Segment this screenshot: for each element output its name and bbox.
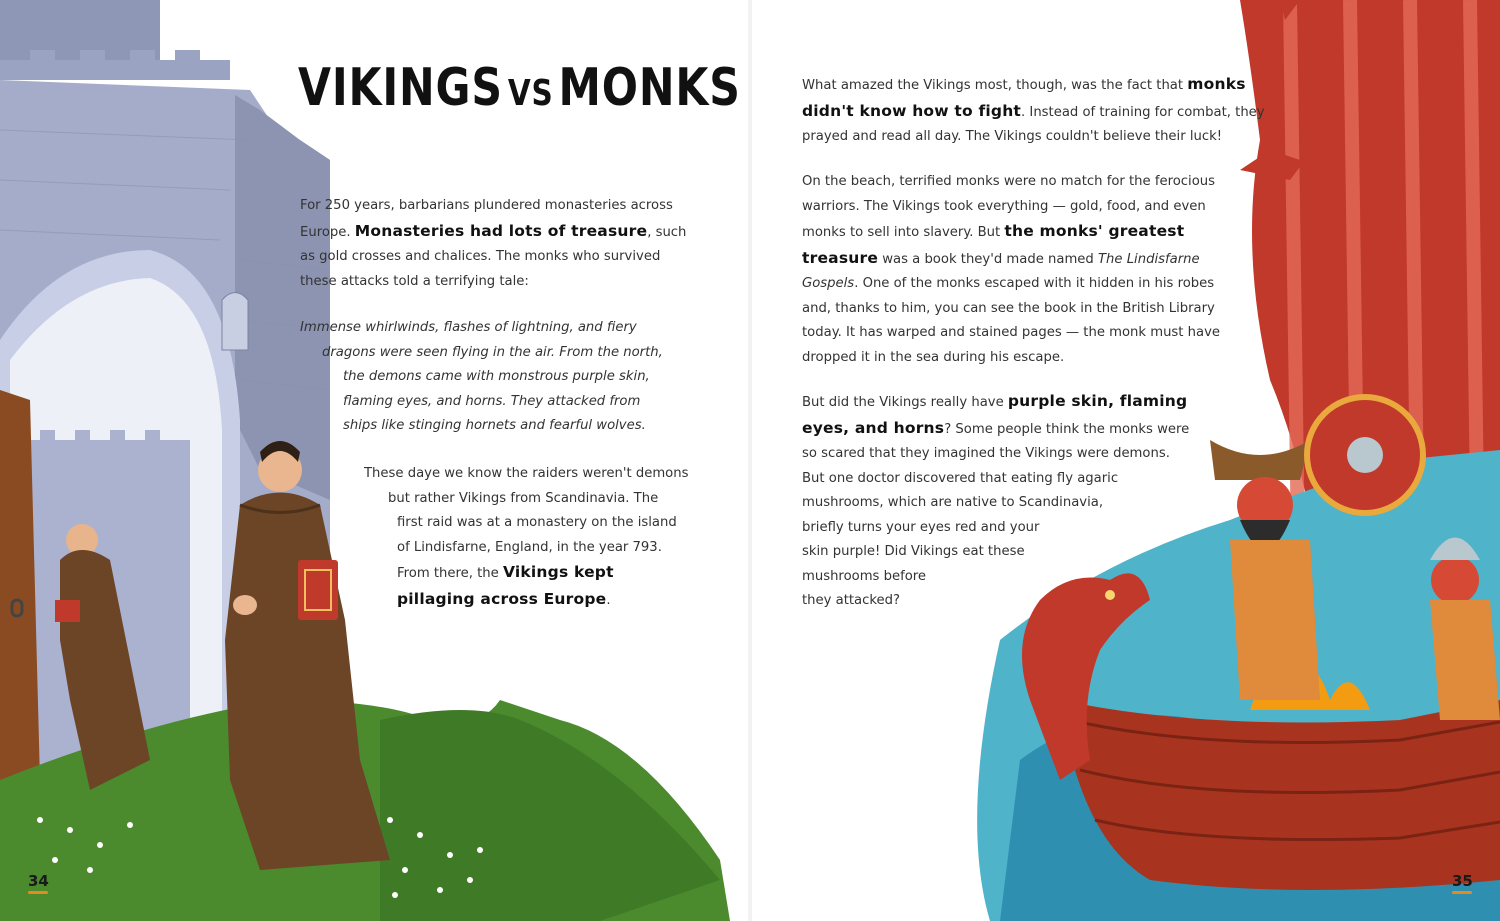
text-line: warriors. The Vikings took everything — gold, food, and even — [802, 198, 1206, 214]
bold-text: Monasteries had lots of treasure — [354, 221, 648, 240]
text-run: Europe. — [300, 224, 355, 240]
text-line: mushrooms, which are native to Scandinavia, — [802, 495, 1104, 510]
quote-line: flaming eyes, and horns. They attacked from — [343, 393, 641, 409]
title-part-2: MONKS — [558, 58, 741, 118]
bold-text: purple skin, flaming — [1007, 392, 1188, 410]
quote-block — [300, 316, 663, 439]
text-line — [397, 587, 688, 614]
quote-line: Immense whirlwinds, flashes of lightning, and fiery — [300, 320, 637, 335]
bold-text: Vikings kept — [502, 563, 614, 581]
title-part-1: VIKINGS — [298, 58, 503, 118]
page-number-left — [28, 872, 49, 894]
bold-text: the monks' greatest — [1004, 222, 1185, 240]
text-line: so scared that they imagined the Vikings were demons. — [802, 446, 1170, 461]
bold-text: monks — [1187, 75, 1246, 93]
bold-text: eyes, and horns — [802, 418, 945, 437]
page-number-right — [1452, 872, 1473, 894]
title-vs: VS — [507, 73, 554, 114]
text-line: For 250 years, barbarians plundered monasteries across — [300, 198, 673, 213]
text-line — [802, 272, 1220, 297]
page-title — [298, 58, 741, 118]
text-run: But did the Vikings really have — [802, 395, 1008, 410]
text-line: as gold crosses and chalices. The monks who survived — [300, 249, 661, 264]
text-line: but rather Vikings from Scandinavia. The — [388, 490, 659, 506]
text-line — [802, 72, 1265, 99]
text-line — [397, 560, 688, 587]
text-line: mushrooms before — [802, 568, 927, 584]
text-line: they attacked? — [802, 593, 901, 608]
text-line: today. It has warped and stained pages — the monk must have — [802, 325, 1221, 340]
text-run: ? Some people think the monks were — [944, 421, 1190, 437]
text-run: was a book they'd made named — [878, 251, 1098, 267]
left-paragraph-1 — [300, 194, 686, 294]
text-run: What amazed the Vikings most, though, was the fact that — [802, 78, 1188, 93]
text-line — [802, 219, 1220, 246]
text-run: . — [606, 592, 611, 608]
text-run: . Instead of training for combat, they — [1021, 104, 1265, 120]
text-line: and, thanks to him, you can see the book in the British Library — [802, 300, 1215, 316]
bold-text: treasure — [802, 248, 879, 267]
quote-line: the demons came with monstrous purple skin, — [343, 369, 650, 384]
right-paragraph-2 — [802, 170, 1220, 370]
text-line — [300, 219, 686, 246]
text-run: . One of the monks escaped with it hidden in his robes — [854, 276, 1215, 291]
italic-text: Gospels — [802, 276, 855, 291]
bold-text: pillaging across Europe — [397, 589, 607, 608]
text-run: monks to sell into slavery. But — [802, 225, 1005, 240]
quote-line: ships like stinging hornets and fearful wolves. — [343, 418, 646, 433]
text-line: first raid was at a monastery on the island — [397, 515, 677, 530]
text-line: dropped it in the sea during his escape. — [802, 349, 1065, 365]
page-number-underline — [28, 891, 48, 894]
text-line: On the beach, terrified monks were no match for the ferocious — [802, 174, 1216, 189]
page-number-underline — [1452, 891, 1472, 894]
right-paragraph-1 — [802, 72, 1265, 150]
text-line: briefly turns your eyes red and your — [802, 519, 1040, 535]
text-run: From there, the — [397, 566, 503, 581]
text-line: These daye we know the raiders weren't demons — [364, 466, 689, 481]
text-line: these attacks told a terrifying tale: — [300, 273, 529, 289]
page-number-text: 34 — [28, 872, 49, 890]
left-paragraph-2 — [364, 462, 688, 613]
text-line: prayed and read all day. The Vikings couldn't believe their luck! — [802, 129, 1223, 144]
bold-text: didn't know how to fight — [802, 101, 1022, 120]
right-paragraph-3 — [802, 389, 1189, 614]
page-number-text: 35 — [1452, 872, 1473, 890]
text-line: But one doctor discovered that eating fly agaric — [802, 470, 1119, 486]
text-line: of Lindisfarne, England, in the year 793. — [397, 539, 662, 555]
text-line — [802, 389, 1189, 416]
text-line — [802, 416, 1189, 443]
quote-line: dragons were seen flying in the air. From the north, — [322, 344, 663, 360]
text-line: skin purple! Did Vikings eat these — [802, 544, 1025, 559]
text-line — [802, 246, 1220, 273]
italic-text: The Lindisfarne — [1097, 251, 1200, 267]
text-run: , such — [647, 224, 687, 240]
text-line — [802, 99, 1265, 126]
